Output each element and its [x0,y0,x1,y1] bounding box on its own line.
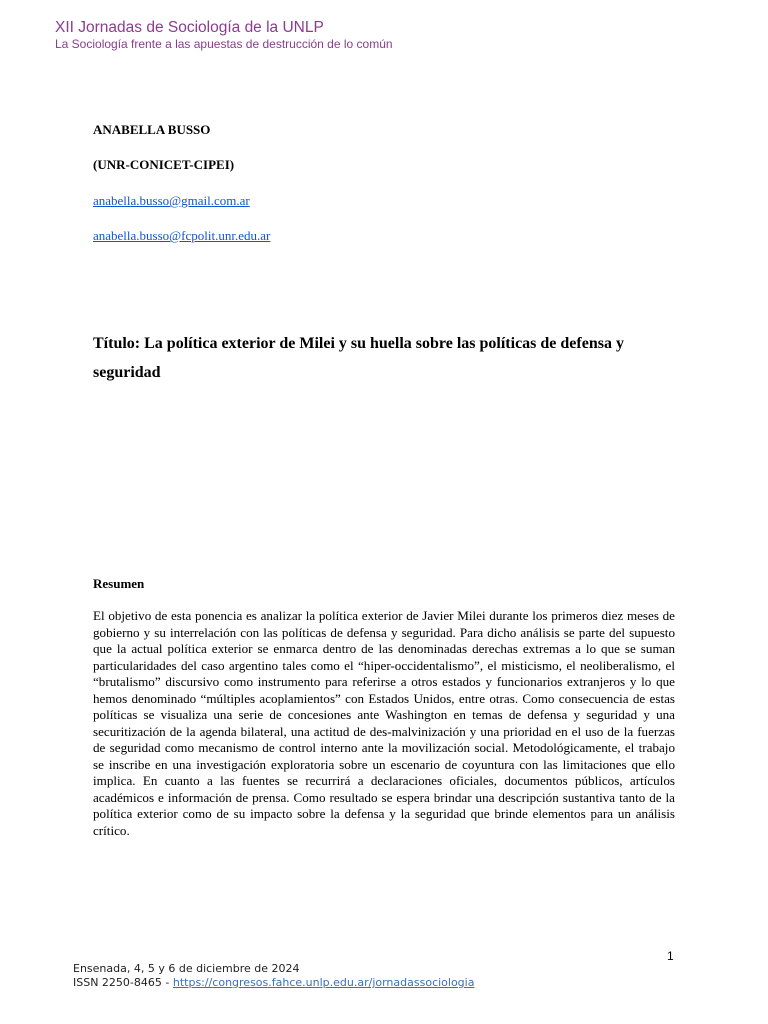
email-link-unr[interactable]: anabella.busso@fcpolit.unr.edu.ar [93,228,271,243]
abstract-body: El objetivo de esta ponencia es analizar la política exterior de Javier Milei durante los primeros diez meses de gobierno y su interrelación con las políticas de defensa y seguridad. Para dicho análisis se parte del supuesto que la actual política exterior se enmarca dentro de las denominadas derechas extremas a lo que se suman particularidades del caso argentino tales como el “hiper-occidentalismo”, el misticismo, el neoliberalismo, el “brutalismo” discursivo como instrumento para referirse a otros estados y funcionarios extranjeros y lo que hemos denominado “múltiples acoplamientos” con Estados Unidos, entre otras. Como consecuencia de estas políticas se visualiza una serie de concesiones ante Washington en temas de defensa y seguridad y una securitización de la agenda bilateral, una actitud de des-malvinización y una prioridad en el uso de la fuerzas de seguridad como mecanismo de control interno ante la movilización social. Metodológicamente, el trabajo se inscribe en una investigación exploratoria sobre un escenario de coyuntura con las limitaciones que ello implica. En cuanto a las fuentes se recurrirá a declaraciones oficiales, documentos públicos, artículos académicos e información de prensa. Como resultado se espera brindar una descripción sustantiva tanto de la política exterior como de su impacto sobre la defensa y la seguridad que brinde elementos para un análisis crítico. [93,608,675,838]
page-footer [73,962,474,990]
page-number: 1 [667,949,674,963]
footer-issn: ISSN 2250-8465 - [73,976,173,989]
footer-location-date: Ensenada, 4, 5 y 6 de diciembre de 2024 [73,962,300,975]
paper-title: Título: La política exterior de Milei y su huella sobre las políticas de defensa y seguridad [93,335,624,381]
footer-issn-line [73,976,474,990]
author-name: ANABELLA BUSSO [93,122,211,137]
page-header [55,18,393,52]
email-link-gmail[interactable]: anabella.busso@gmail.com.ar [93,193,250,208]
abstract-heading: Resumen [93,576,145,591]
footer-url-link[interactable]: https://congresos.fahce.unlp.edu.ar/jornadassociologia [172,976,475,989]
conference-subtitle: La Sociología frente a las apuestas de destrucción de lo común [55,37,393,51]
conference-title: XII Jornadas de Sociología de la UNLP [55,19,324,36]
author-affiliation: (UNR-CONICET-CIPEI) [93,157,235,172]
